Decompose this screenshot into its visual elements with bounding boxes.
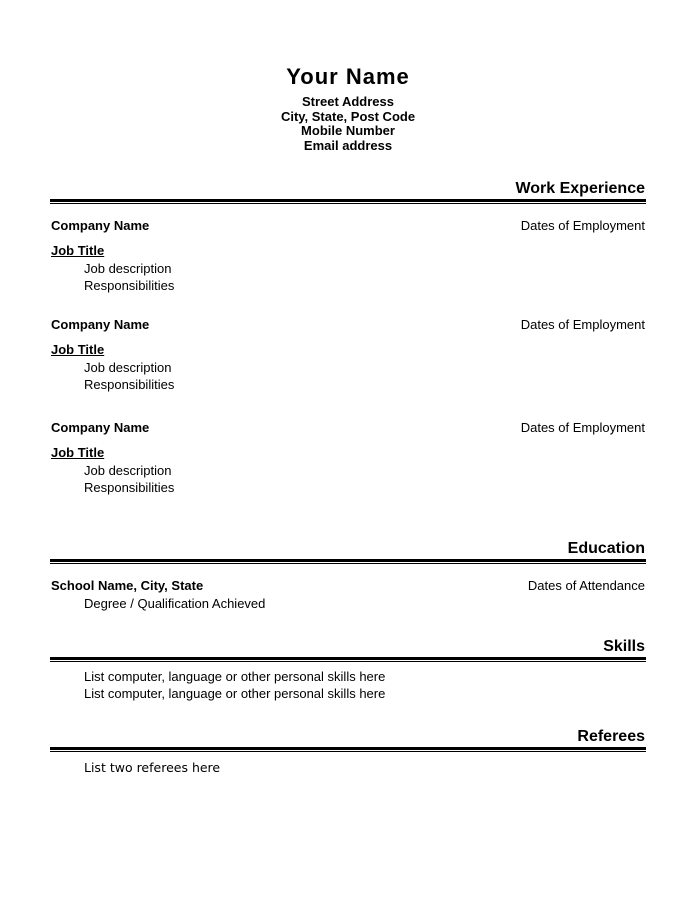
referees-text: List two referees here [84,760,221,775]
section-divider [50,657,646,662]
job-description: Job description [84,463,172,478]
degree-achieved: Degree / Qualification Achieved [84,596,266,611]
attendance-dates: Dates of Attendance [527,578,645,593]
resume-name: Your Name [286,64,410,89]
job-description: Job description [84,261,172,276]
section-title-referees: Referees [577,728,645,745]
job-responsibilities: Responsibilities [84,480,175,495]
street-address: Street Address [302,94,394,109]
job-responsibilities: Responsibilities [84,377,175,392]
section-divider [50,747,646,752]
employment-dates: Dates of Employment [520,317,645,332]
mobile-number: Mobile Number [301,123,395,138]
company-name: Company Name [51,317,150,332]
section-divider [50,199,646,204]
school-name: School Name, City, State [51,578,204,593]
company-name: Company Name [51,420,150,435]
skill-item: List computer, language or other personal skills here [84,686,386,701]
employment-dates: Dates of Employment [520,420,645,435]
section-title-education: Education [567,540,645,557]
employment-dates: Dates of Employment [520,218,645,233]
email-address: Email address [303,138,393,153]
job-title: Job Title [51,342,105,357]
company-name: Company Name [51,218,150,233]
skill-item: List computer, language or other personal skills here [84,669,386,684]
job-description: Job description [84,360,172,375]
section-title-skills: Skills [603,638,645,655]
city-state-postcode: City, State, Post Code [280,109,416,124]
job-responsibilities: Responsibilities [84,278,175,293]
job-title: Job Title [51,445,105,460]
section-divider [50,559,646,564]
section-title-work-experience: Work Experience [515,180,645,197]
job-title: Job Title [51,243,105,258]
